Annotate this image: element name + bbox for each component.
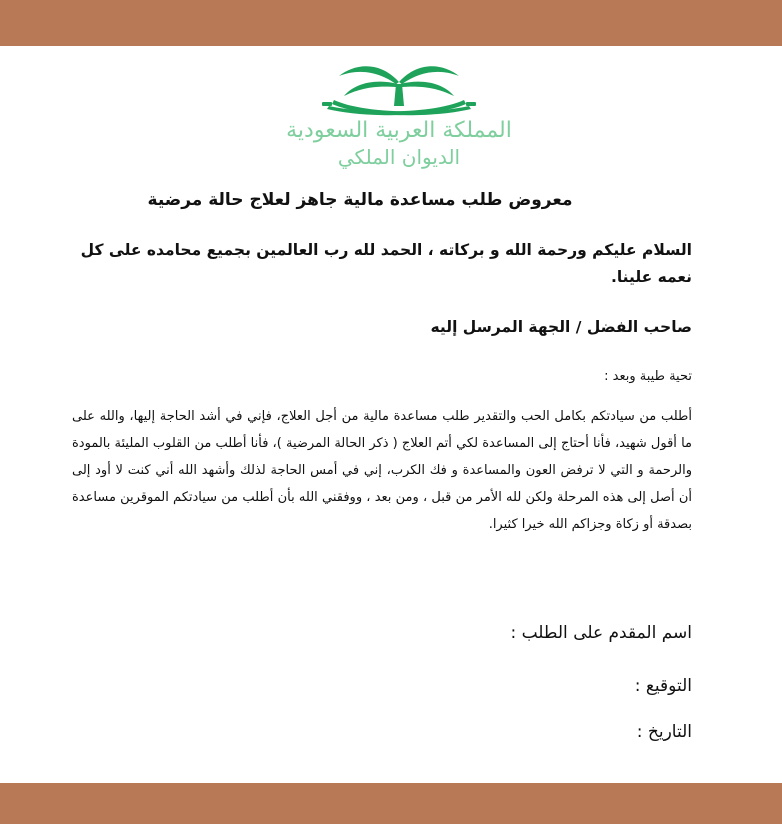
applicant-name-field: اسم المقدم على الطلب :	[510, 623, 692, 643]
bottom-band	[0, 783, 782, 824]
signature-field: التوقيع :	[634, 676, 692, 696]
top-band	[0, 0, 782, 46]
royal-court-logo	[134, 54, 664, 170]
logo-text-line1: المملكة العربية السعودية	[286, 118, 512, 143]
greeting-paragraph: السلام عليكم ورحمة الله و بركاته ، الحمد لله رب العالمين بجميع محامده على كل نعمه علينا.	[80, 241, 692, 286]
logo-text-line2: الديوان الملكي	[337, 145, 461, 169]
recipient-line: صاحب الفضل / الجهة المرسل إليه	[430, 318, 692, 336]
salutation-line: تحية طيبة وبعد :	[604, 369, 692, 384]
body-paragraph: أطلب من سيادتكم بكامل الحب والتقدير طلب مساعدة مالية من أجل العلاج، فإني في أشد الحاجة إليها، والله على ما أقول شهيد، فأنا أحتاج إلى المساعدة لكي أتم العلاج ( ذكر الحالة المرضية )، فأنا أطلب من القلوب المليئة بالمودة والرحمة و التي لا ترفض العون والمساعدة و فك الكرب، إني في أمس الحاجة لذلك وأشهد الله أني كنت لا أود إلى أن أصل إلى هذه المرحلة ولكن لله الأمر من قبل ، ومن بعد ، ووفقني الله بأن أطلب من سيادتكم الموقرين مساعدة بصدقة أو زكاة وجزاكم الله خيرا كثيرا.	[72, 409, 692, 532]
date-field: التاريخ :	[636, 722, 692, 742]
document-title: معروض طلب مساعدة مالية جاهز لعلاج حالة مرضية	[147, 190, 573, 210]
